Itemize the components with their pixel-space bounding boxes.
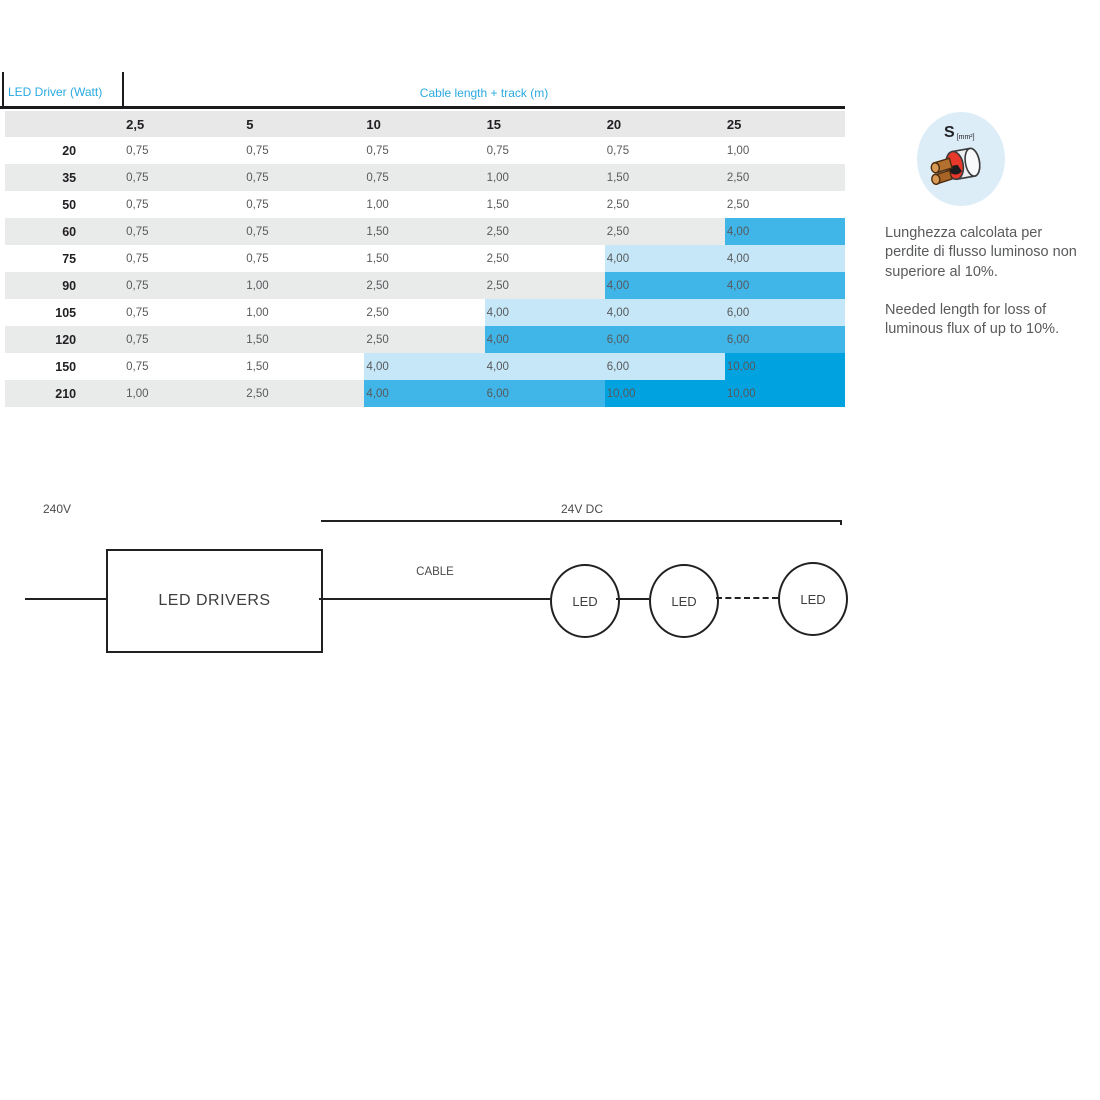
value-cell: 1,50 [246, 333, 269, 346]
output-voltage-label: 24V DC [560, 502, 604, 516]
table-row [5, 164, 845, 191]
value-cell: 4,00 [605, 299, 725, 326]
value-cell: 1,50 [366, 225, 389, 238]
value-cell: 0,75 [126, 225, 149, 238]
input-wire [25, 598, 106, 600]
column-header: 15 [486, 116, 502, 132]
row-header-watt: 120 [55, 332, 77, 347]
row-header-watt: 20 [62, 143, 77, 158]
value-cell: 6,00 [725, 326, 845, 353]
value-cell: 4,00 [605, 245, 725, 272]
value-cell: 6,00 [605, 353, 725, 380]
cable-label: CABLE [416, 566, 454, 578]
cable-section-icon [917, 112, 1005, 206]
value-cell: 0,75 [126, 306, 149, 319]
column-header: 5 [246, 116, 254, 132]
value-cell: 2,50 [246, 387, 269, 400]
header-rule [0, 106, 845, 109]
row-header-watt: 150 [55, 359, 77, 374]
value-cell: 0,75 [486, 144, 509, 157]
symbol-unit: [mm²] [956, 134, 975, 141]
led-node-1 [550, 564, 620, 638]
table-corner-label: LED Driver (Watt) [8, 85, 103, 99]
value-cell: 1,50 [366, 252, 389, 265]
value-cell: 4,00 [485, 353, 605, 380]
led-link-dashed-wire [716, 597, 778, 599]
value-cell: 2,50 [726, 171, 750, 184]
column-header: 10 [366, 116, 381, 132]
symbol-s: S [944, 124, 955, 141]
value-cell: 0,75 [126, 171, 149, 184]
led-node-2 [649, 564, 719, 638]
cable-length-table [5, 111, 845, 407]
value-cell: 6,00 [725, 299, 845, 326]
value-cell: 0,75 [126, 198, 149, 211]
value-cell: 4,00 [725, 272, 845, 299]
value-cell: 4,00 [364, 380, 484, 407]
table-row [5, 353, 845, 380]
value-cell: 0,75 [126, 333, 149, 346]
table-head [5, 111, 845, 137]
value-cell: 0,75 [366, 144, 389, 157]
header-bracket-right [122, 72, 124, 107]
value-cell: 1,00 [486, 171, 509, 184]
led-drivers-label: LED DRIVERS [158, 592, 271, 609]
row-header-watt: 35 [62, 170, 77, 185]
value-cell: 6,00 [485, 380, 605, 407]
value-cell: 1,00 [366, 198, 389, 211]
value-cell: 1,50 [246, 360, 269, 373]
value-cell: 0,75 [246, 225, 269, 238]
value-cell: 0,75 [606, 144, 630, 157]
value-cell: 4,00 [485, 299, 605, 326]
value-cell: 2,50 [486, 279, 509, 292]
value-cell: 2,50 [726, 198, 750, 211]
table-row [5, 245, 845, 272]
value-cell: 0,75 [246, 252, 269, 265]
row-header-watt: 210 [55, 386, 77, 401]
header-corner-cell [5, 111, 124, 137]
value-cell: 2,50 [486, 252, 509, 265]
table-row [5, 380, 845, 407]
note-italian: Lunghezza calcolata per perdite di flusso luminoso non superiore al 10%. [885, 225, 1077, 280]
table-row [5, 218, 845, 245]
value-cell: 0,75 [246, 144, 269, 157]
led-drivers-box [106, 549, 323, 653]
value-cell: 1,50 [606, 171, 630, 184]
value-cell: 10,00 [605, 380, 725, 407]
value-cell: 4,00 [364, 353, 484, 380]
column-header: 25 [726, 116, 742, 132]
value-cell: 1,00 [246, 306, 269, 319]
value-cell: 1,00 [246, 279, 269, 292]
header-bracket-left [2, 72, 4, 107]
value-cell: 2,50 [606, 225, 630, 238]
value-cell: 4,00 [725, 218, 845, 245]
value-cell: 0,75 [246, 198, 269, 211]
row-header-watt: 60 [62, 224, 77, 239]
value-cell: 4,00 [725, 245, 845, 272]
led-link-wire [616, 598, 649, 600]
value-cell: 6,00 [605, 326, 725, 353]
cable-wire [319, 598, 550, 600]
value-cell: 4,00 [485, 326, 605, 353]
value-cell: 1,00 [726, 144, 750, 157]
row-header-watt: 50 [62, 197, 77, 212]
table-row [5, 272, 845, 299]
column-header-row [5, 111, 845, 137]
value-cell: 0,75 [126, 279, 149, 292]
table-row [5, 299, 845, 326]
dc-span-line [321, 520, 842, 522]
table-body [5, 137, 845, 407]
table-row [5, 191, 845, 218]
value-cell: 10,00 [725, 380, 845, 407]
value-cell: 4,00 [605, 272, 725, 299]
led-label: LED [572, 593, 598, 609]
row-header-watt: 105 [55, 305, 77, 320]
value-cell: 0,75 [126, 360, 149, 373]
row-header-watt: 75 [62, 251, 77, 266]
value-cell: 2,50 [606, 198, 630, 211]
led-node-3 [778, 562, 848, 636]
value-cell: 0,75 [246, 171, 269, 184]
value-cell: 2,50 [486, 225, 509, 238]
input-voltage-label: 240V [43, 502, 72, 516]
value-cell: 1,50 [486, 198, 509, 211]
column-header: 20 [606, 116, 622, 132]
cable-illustration-icon [924, 144, 990, 190]
column-header: 2,5 [126, 116, 145, 132]
value-cell: 2,50 [366, 333, 389, 346]
value-cell: 0,75 [366, 171, 389, 184]
cable-section-symbol [944, 124, 975, 142]
value-cell: 0,75 [126, 252, 149, 265]
value-cell: 2,50 [366, 279, 389, 292]
led-label: LED [671, 593, 697, 609]
value-cell: 0,75 [126, 144, 149, 157]
table-row [5, 326, 845, 353]
row-header-watt: 90 [62, 278, 77, 293]
led-label: LED [800, 591, 826, 607]
value-cell: 1,00 [126, 387, 149, 400]
value-cell: 2,50 [366, 306, 389, 319]
note-english: Needed length for loss of luminous flux of up to 10%. [885, 302, 1060, 338]
table-group-header: Cable length + track (m) [419, 86, 549, 100]
table-row [5, 137, 845, 164]
value-cell: 10,00 [725, 353, 845, 380]
